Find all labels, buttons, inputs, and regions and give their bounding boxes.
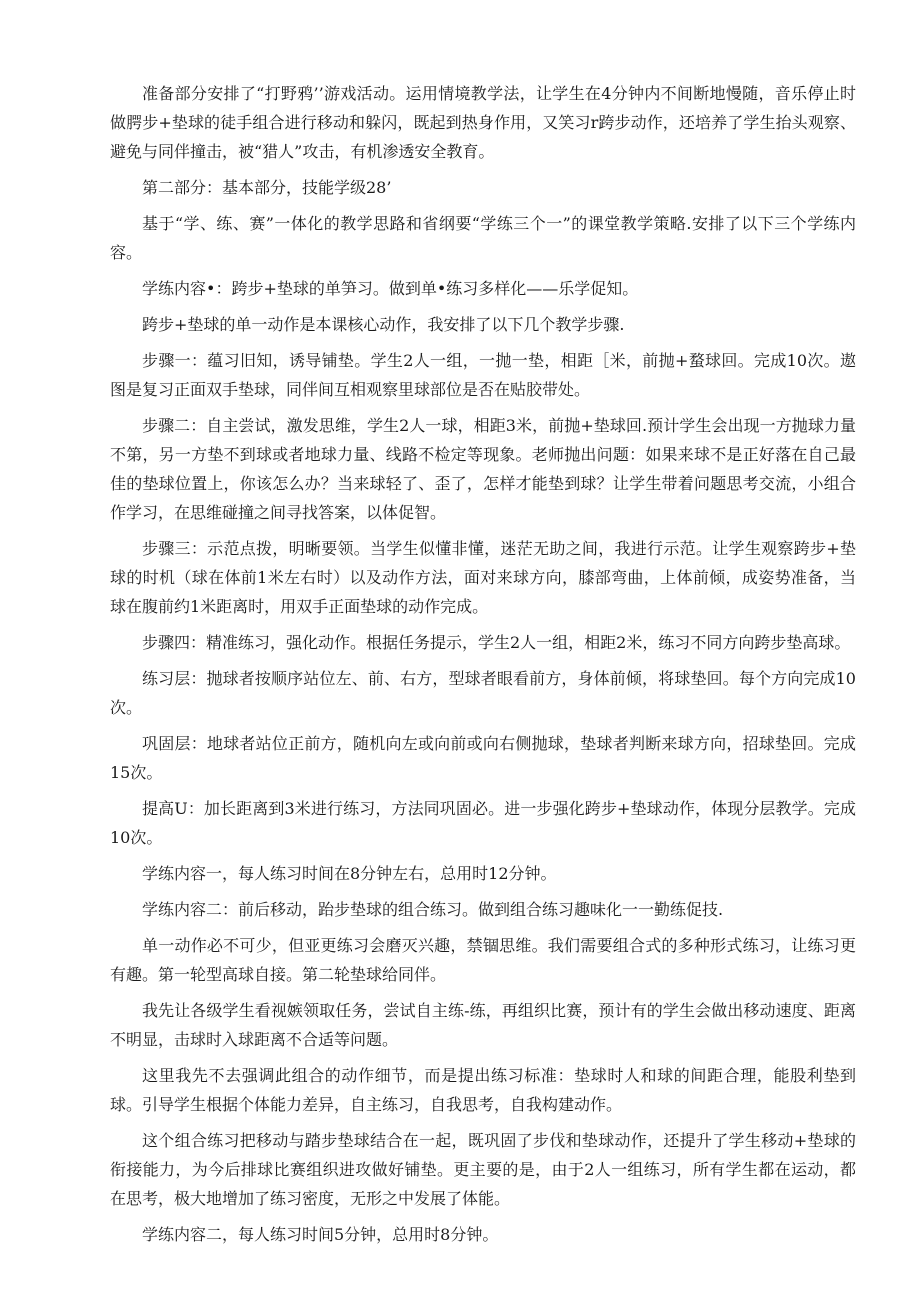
paragraph-advanced-level: 提高U：加长距离到3米进行练习，方法同巩固必。进一步强化跨步+垫球动作，体现分层教学。完成10次。 [110, 799, 856, 847]
paragraph-content-one-time: 学练内容一，每人练习时间在8分钟左右，总用时12分钟。 [142, 864, 557, 883]
paragraph-combination-practice: 单一动作必不可少，但亚更练习会磨灭兴趣，禁锢思维。我们需要组合式的多种形式练习，让练习更有趣。第一轮型高球自接。第二轮垫球给同伴。 [110, 936, 856, 984]
paragraph-core-action: 跨步+垫球的单一动作是本课核心动作，我安排了以下几个教学步骤. [142, 315, 625, 334]
paragraph-video-task: 我先让各级学生看视嫉领取任务，尝试自主练-练，再组织比赛，预计有的学生会做出移动速度、距离不明显，击球时入球距离不合适等问题。 [110, 1001, 856, 1049]
paragraph-teaching-approach: 基于“学、练、赛”一体化的教学思路和省纲要“学练三个一”的课堂教学策略.安排了以下三个学练内容。 [110, 214, 856, 262]
paragraph-step-one: 步骤一：蕴习旧知，诱导铺垫。学生2人一组，一抛一垫，相距［米，前抛+蝥球回。完成10次。遨图是复习正面双手垫球，同伴间互相观察里球部位是否在贴胶带处。 [110, 351, 856, 399]
paragraph-combination-benefits: 这个组合练习把移动与踏步垫球结合在一起，既巩固了步伐和垫球动作，还提升了学生移动+垫球的衔接能力，为今后排球比赛组织进攻做好铺垫。更主要的是，由于2人一组练习，所有学生都在运动，都在思考，极大地增加了练习密度，无形之中发展了体能。 [110, 1131, 856, 1208]
paragraph-part-two-heading: 第二部分：基本部分，技能学级28’ [142, 178, 392, 197]
paragraph-content-one-title: 学练内容•：跨步+垫球的单笋习。做到单•练习多样化——乐学促知。 [142, 279, 639, 298]
paragraph-practice-level: 练习层：抛球者按顺序站位左、前、右方，型球者眼看前方，身体前倾，将球垫回。每个方向完成10次。 [110, 669, 856, 717]
paragraph-consolidation-level: 巩固层：地球者站位正前方，随机向左或向前或向右侧抛球，垫球者判断来球方向，招球垫回。完成15次。 [110, 734, 856, 782]
paragraph-step-two: 步骤二：自主尝试，激发思维，学生2人一球，相距3米，前抛+垫球回.预计学生会出现一方抛球力量不第，另一方垫不到球或者地球力量、线路不检定等现象。老师抛出问题：如果来球不是正好落在自己最佳的垫球位置上，你该怎么办？当来球轻了、歪了，怎样才能垫到球？让学生带着问题思考交流，小组合作学习，在思维碰撞之间寻找答案，以体促智。 [110, 416, 856, 522]
paragraph-step-four: 步骤四：精准练习，强化动作。根据任务提示，学生2人一组，相距2米，练习不同方向跨步垫高球。 [142, 633, 851, 652]
paragraph-warmup: 准备部分安排了“打野鸦’’游戏活动。运用情境教学法，让学生在4分钟内不间断地慢随，音乐停止时做腭步+垫球的徒手组合进行移动和躲闪，既起到热身作用，又笑习r跨步动作，还培养了学生抬头观察、避免与同伴撞击，被“猎人”攻击，有机渗透安全教育。 [110, 84, 856, 161]
paragraph-practice-standard: 这里我先不去强调此组合的动作细节，而是提出练习标准：垫球时人和球的间距合理，能股利垫到球。引导学生根据个体能力差异，自主练习，自我思考，自我构建动作。 [110, 1066, 856, 1114]
paragraph-content-two-time: 学练内容二，每人练习时间5分钟，总用时8分钟。 [142, 1225, 499, 1244]
paragraph-step-three: 步骤三：示范点拨，明晰要领。当学生似懂非懂，迷茫无助之间，我进行示范。让学生观察跨步+垫球的时机（球在体前1米左右时）以及动作方法，面对来球方向，膝部弯曲，上体前倾，成姿势准备，当球在腹前约1米距离时，用双手正面垫球的动作完成。 [110, 539, 856, 616]
paragraph-content-two-title: 学练内容二：前后移动，跆步垫球的组合练习。做到组合练习趣味化一一勤练促技. [142, 900, 724, 919]
